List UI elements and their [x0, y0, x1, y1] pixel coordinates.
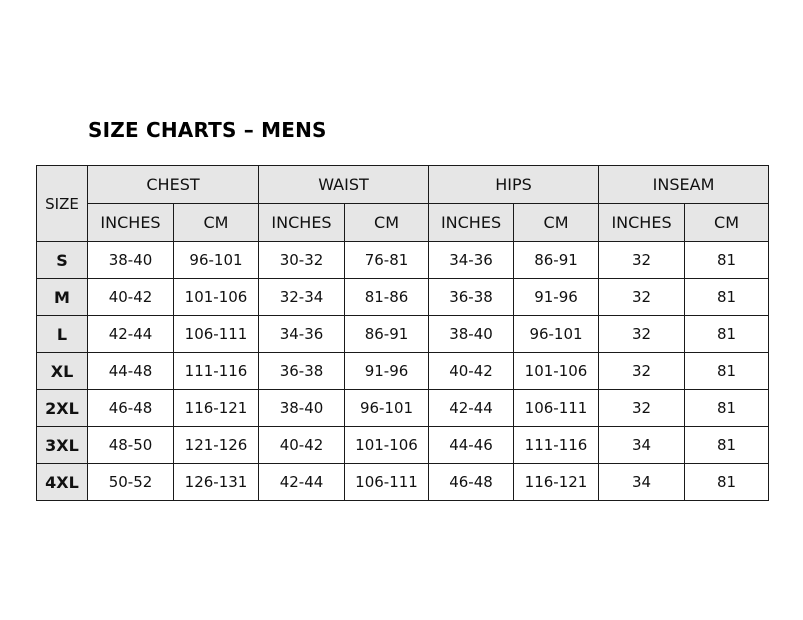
table-cell: 32 — [599, 390, 685, 427]
table-row — [37, 279, 769, 316]
page-title: SIZE CHARTS – MENS — [88, 118, 327, 142]
size-label: XL — [37, 353, 88, 390]
table-cell: 81 — [685, 316, 769, 353]
table-cell: 38-40 — [259, 390, 345, 427]
table-cell: 32-34 — [259, 279, 345, 316]
unit-header-inches: INCHES — [599, 204, 685, 242]
table-cell: 34-36 — [259, 316, 345, 353]
table-cell: 76-81 — [345, 242, 429, 279]
table-cell: 40-42 — [259, 427, 345, 464]
table-cell: 46-48 — [88, 390, 174, 427]
table-cell: 38-40 — [429, 316, 514, 353]
unit-header-inches: INCHES — [88, 204, 174, 242]
table-cell: 50-52 — [88, 464, 174, 501]
table-cell: 106-111 — [174, 316, 259, 353]
size-table-body — [37, 242, 769, 501]
size-label: 4XL — [37, 464, 88, 501]
table-cell: 81 — [685, 390, 769, 427]
size-label: 3XL — [37, 427, 88, 464]
table-cell: 32 — [599, 279, 685, 316]
table-cell: 96-101 — [514, 316, 599, 353]
table-cell: 81 — [685, 353, 769, 390]
table-cell: 81 — [685, 279, 769, 316]
table-cell: 96-101 — [174, 242, 259, 279]
size-column-header: SIZE — [37, 166, 88, 242]
table-cell: 46-48 — [429, 464, 514, 501]
size-label: L — [37, 316, 88, 353]
table-cell: 81 — [685, 464, 769, 501]
size-label: M — [37, 279, 88, 316]
table-cell: 40-42 — [88, 279, 174, 316]
table-row — [37, 316, 769, 353]
group-header-row — [37, 166, 769, 204]
table-cell: 44-46 — [429, 427, 514, 464]
table-row — [37, 464, 769, 501]
table-cell: 111-116 — [514, 427, 599, 464]
table-cell: 106-111 — [345, 464, 429, 501]
table-cell: 101-106 — [514, 353, 599, 390]
table-cell: 106-111 — [514, 390, 599, 427]
table-cell: 86-91 — [345, 316, 429, 353]
table-cell: 32 — [599, 242, 685, 279]
table-cell: 81-86 — [345, 279, 429, 316]
table-cell: 121-126 — [174, 427, 259, 464]
table-cell: 34 — [599, 464, 685, 501]
table-cell: 36-38 — [429, 279, 514, 316]
table-cell: 42-44 — [88, 316, 174, 353]
table-cell: 32 — [599, 316, 685, 353]
table-cell: 30-32 — [259, 242, 345, 279]
table-cell: 40-42 — [429, 353, 514, 390]
unit-header-cm: CM — [514, 204, 599, 242]
table-cell: 34 — [599, 427, 685, 464]
group-header-inseam: INSEAM — [599, 166, 769, 204]
table-cell: 81 — [685, 242, 769, 279]
table-cell: 111-116 — [174, 353, 259, 390]
unit-header-cm: CM — [174, 204, 259, 242]
unit-header-inches: INCHES — [429, 204, 514, 242]
table-cell: 32 — [599, 353, 685, 390]
table-cell: 116-121 — [514, 464, 599, 501]
group-header-hips: HIPS — [429, 166, 599, 204]
table-cell: 116-121 — [174, 390, 259, 427]
unit-header-inches: INCHES — [259, 204, 345, 242]
size-label: 2XL — [37, 390, 88, 427]
table-cell: 101-106 — [174, 279, 259, 316]
table-cell: 126-131 — [174, 464, 259, 501]
table-cell: 36-38 — [259, 353, 345, 390]
table-cell: 42-44 — [259, 464, 345, 501]
group-header-waist: WAIST — [259, 166, 429, 204]
size-chart-table — [36, 165, 769, 501]
table-cell: 91-96 — [345, 353, 429, 390]
group-header-chest: CHEST — [88, 166, 259, 204]
table-cell: 96-101 — [345, 390, 429, 427]
table-cell: 42-44 — [429, 390, 514, 427]
table-row — [37, 353, 769, 390]
table-row — [37, 427, 769, 464]
table-cell: 48-50 — [88, 427, 174, 464]
table-cell: 101-106 — [345, 427, 429, 464]
table-cell: 91-96 — [514, 279, 599, 316]
size-label: S — [37, 242, 88, 279]
table-cell: 86-91 — [514, 242, 599, 279]
unit-header-row — [37, 204, 769, 242]
unit-header-cm: CM — [685, 204, 769, 242]
table-cell: 34-36 — [429, 242, 514, 279]
table-row — [37, 390, 769, 427]
table-row — [37, 242, 769, 279]
table-cell: 44-48 — [88, 353, 174, 390]
table-cell: 38-40 — [88, 242, 174, 279]
table-cell: 81 — [685, 427, 769, 464]
unit-header-cm: CM — [345, 204, 429, 242]
